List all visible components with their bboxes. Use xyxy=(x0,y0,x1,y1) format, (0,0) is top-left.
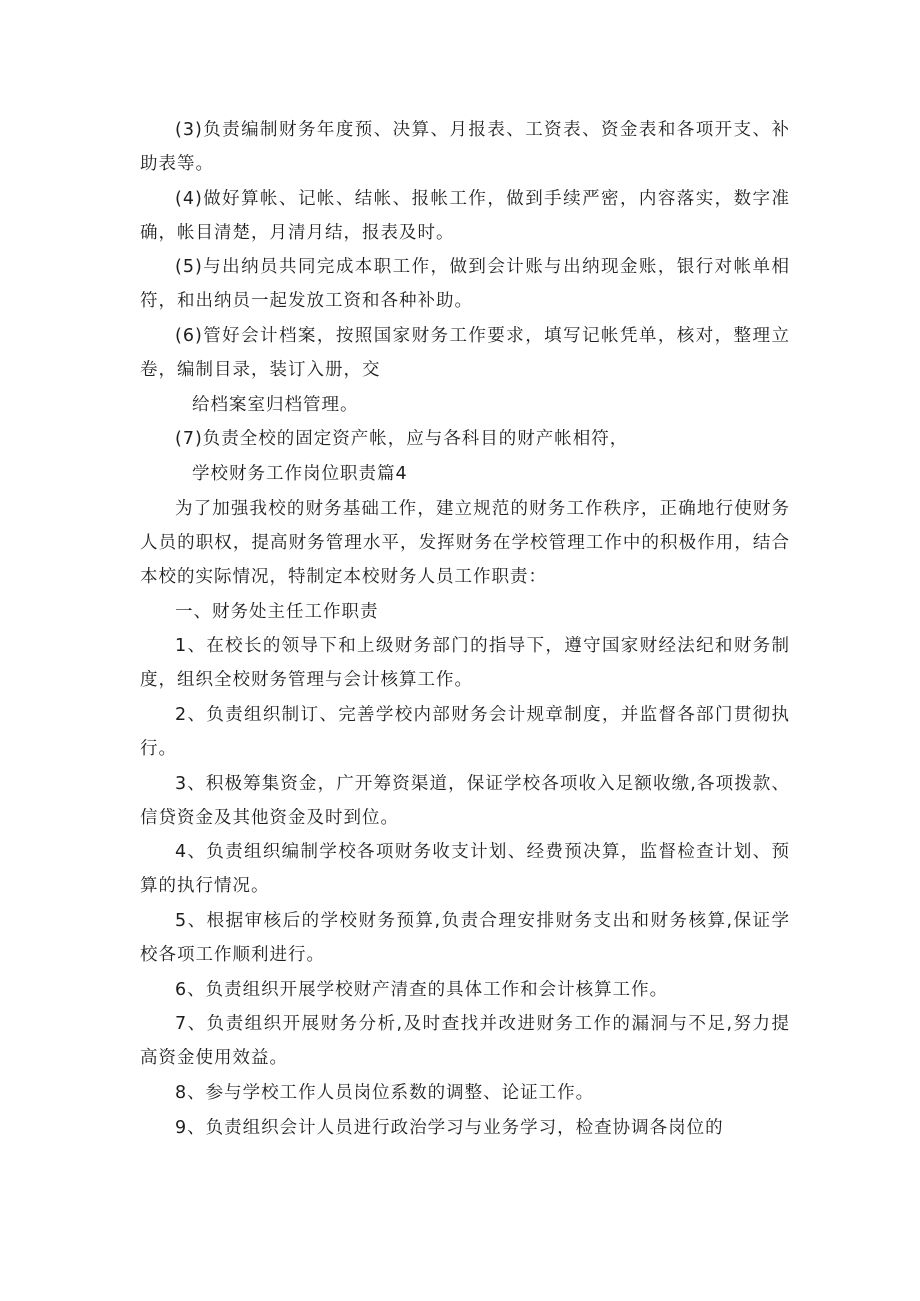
duty-item-1: 1、在校长的领导下和上级财务部门的指导下，遵守国家财经法纪和财务制度，组织全校财务管理与会计核算工作。 xyxy=(140,636,790,691)
duty-item-9: 9、负责组织会计人员进行政治学习与业务学习，检查协调各岗位的 xyxy=(175,1117,724,1138)
paragraph-item-4: (4)做好算帐、记帐、结帐、报帐工作，做到手续严密，内容落实，数字准确，帐目清楚，月清月结，报表及时。 xyxy=(140,188,790,243)
duty-item-7: 7、负责组织开展财务分析,及时查找并改进财务工作的漏洞与不足,努力提高资金使用效益。 xyxy=(140,1014,790,1069)
subsection-heading: 一、财务处主任工作职责 xyxy=(175,601,379,622)
paragraph-item-3: (3)负责编制财务年度预、决算、月报表、工资表、资金表和各项开支、补助表等。 xyxy=(140,120,790,174)
paragraph-item-5: (5)与出纳员共同完成本职工作，做到会计账与出纳现金账，银行对帐单相符，和出纳员一起发放工资和各种补助。 xyxy=(140,257,790,312)
section-title: 学校财务工作岗位职责篇4 xyxy=(192,464,408,485)
paragraph-item-6-continuation: 给档案室归档管理。 xyxy=(192,394,359,415)
duty-item-2: 2、负责组织制订、完善学校内部财务会计规章制度，并监督各部门贯彻执行。 xyxy=(140,704,790,759)
paragraph-item-7: (7)负责全校的固定资产帐，应与各科目的财产帐相符， xyxy=(175,429,629,450)
duty-item-3: 3、积极筹集资金，广开筹资渠道，保证学校各项收入足额收缴,各项拨款、信贷资金及其他资金及时到位。 xyxy=(140,773,790,828)
duty-item-8: 8、参与学校工作人员岗位系数的调整、论证工作。 xyxy=(175,1083,595,1103)
duty-item-5: 5、根据审核后的学校财务预算,负责合理安排财务支出和财务核算,保证学校各项工作顺利进行。 xyxy=(140,910,790,965)
document-body xyxy=(140,113,790,1145)
intro-paragraph: 为了加强我校的财务基础工作，建立规范的财务工作秩序，正确地行使财务人员的职权，提高财务管理水平，发挥财务在学校管理工作中的积极作用，结合本校的实际情况，特制定本校财务人员工作职责： xyxy=(140,498,790,587)
duty-item-6: 6、负责组织开展学校财产清查的具体工作和会计核算工作。 xyxy=(175,979,669,1000)
duty-item-4: 4、负责组织编制学校各项财务收支计划、经费预决算，监督检查计划、预算的执行情况。 xyxy=(140,842,790,897)
paragraph-item-6: (6)管好会计档案，按照国家财务工作要求，填写记帐凭单，核对，整理立卷，编制目录，装订入册，交 xyxy=(140,326,790,381)
